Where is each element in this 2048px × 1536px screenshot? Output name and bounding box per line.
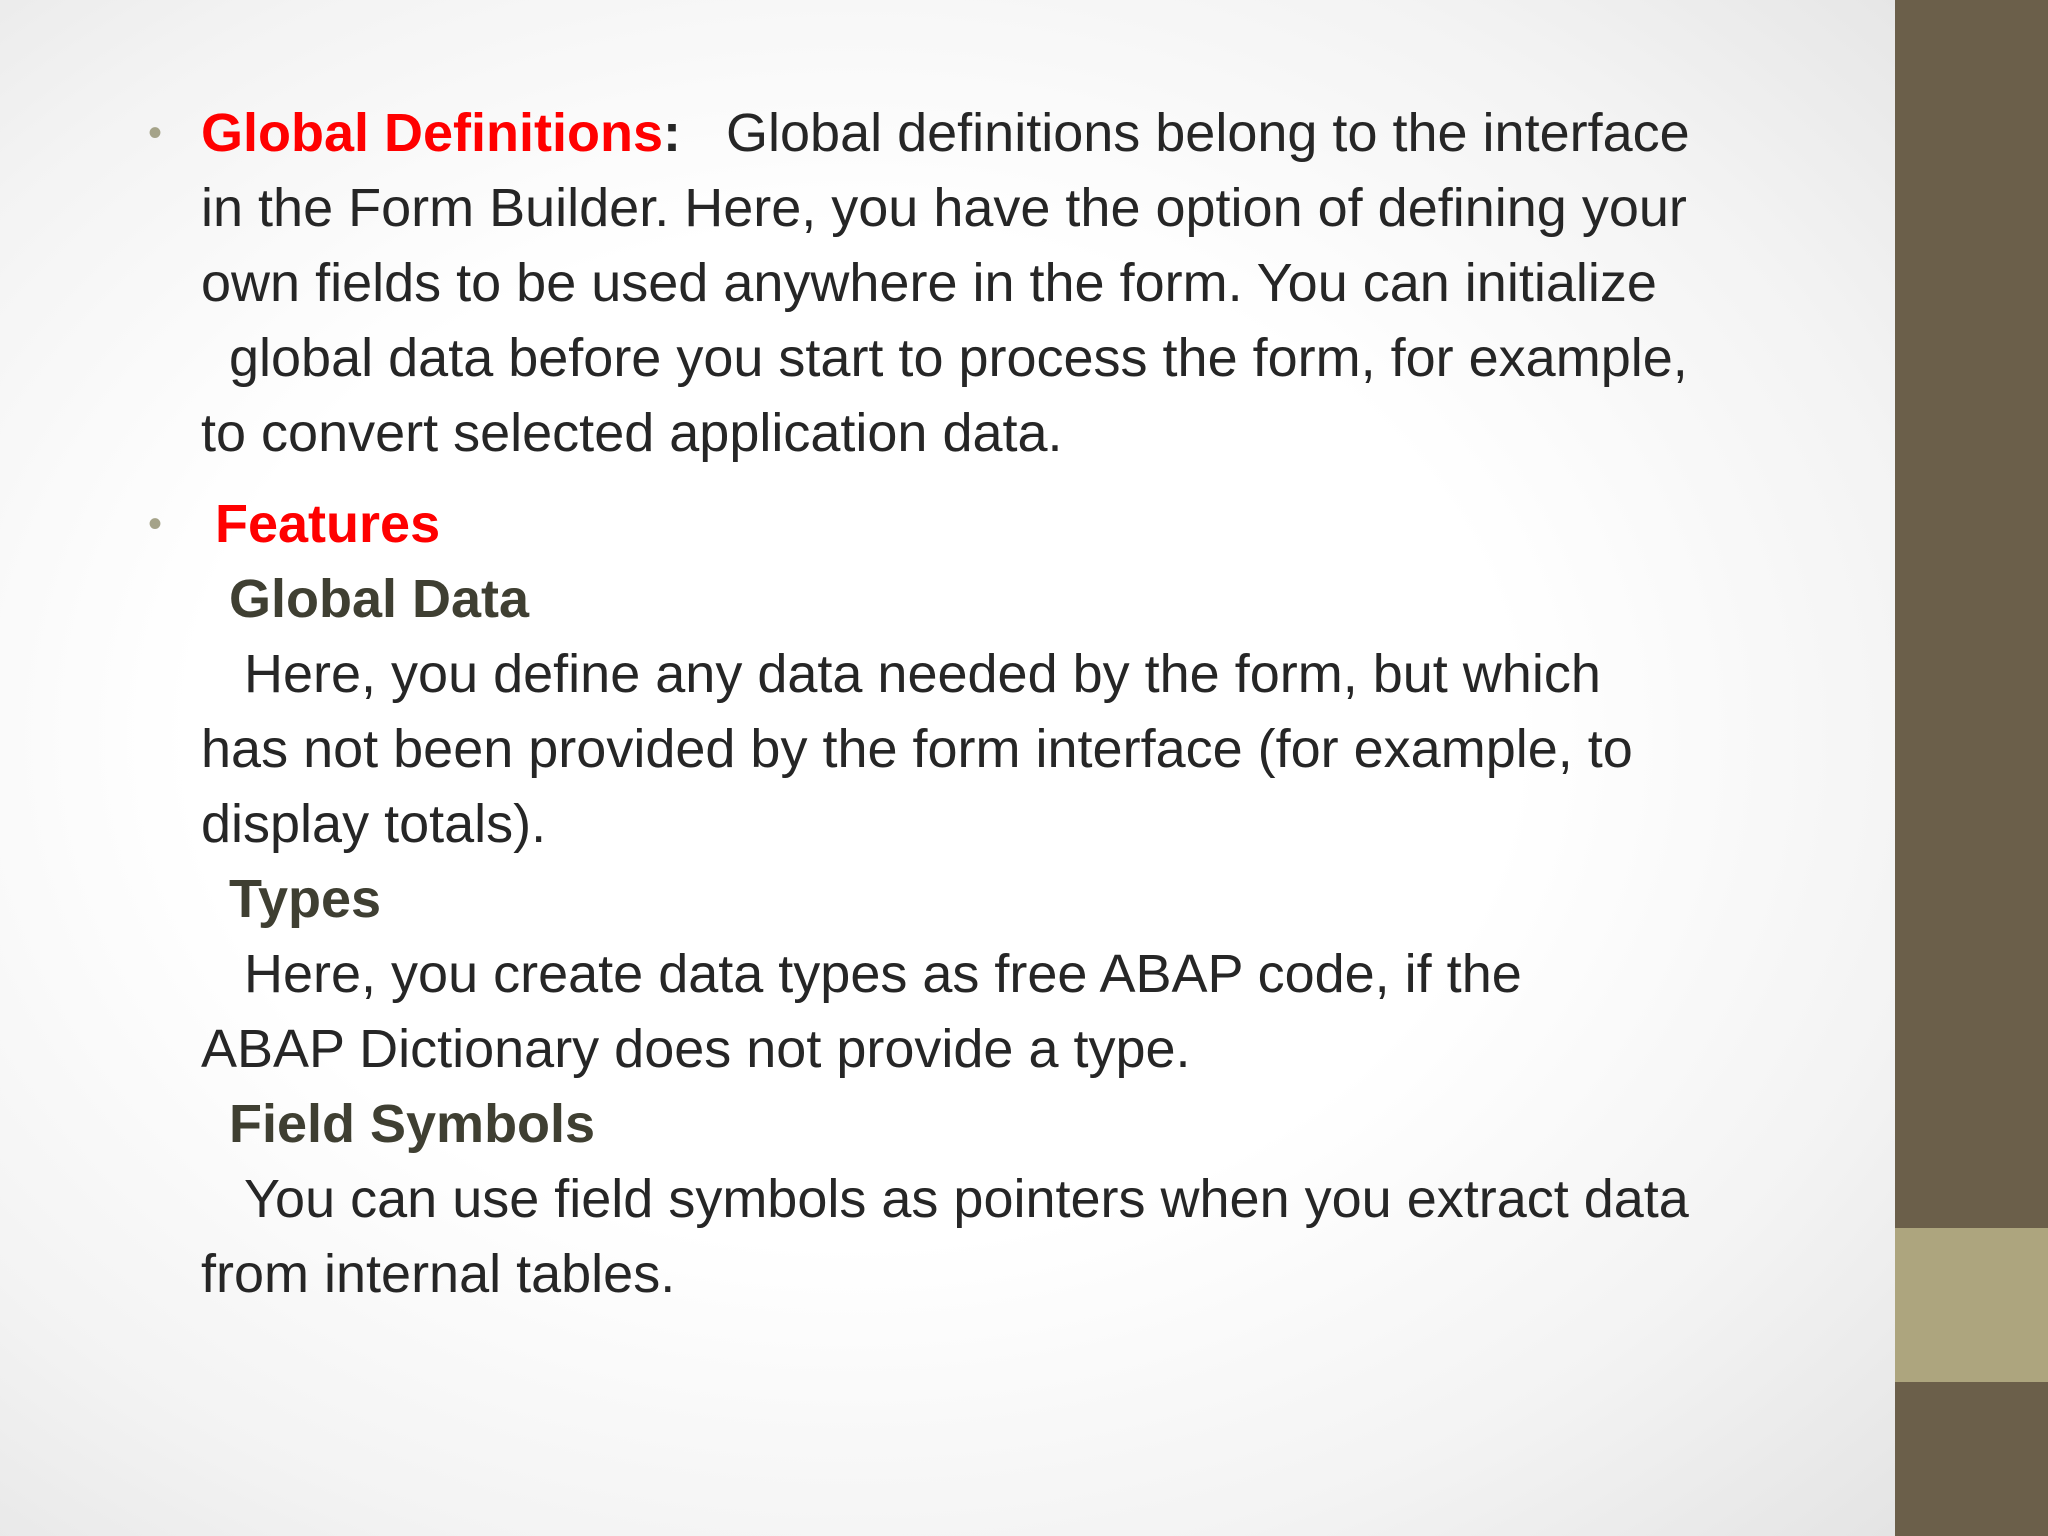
bullet-dot-icon: • — [148, 111, 163, 155]
term-colon: : — [663, 103, 681, 163]
slide-body — [148, 96, 1848, 1312]
bullet-global-definitions — [148, 96, 1848, 471]
sidebar-segment-light — [1895, 1228, 2048, 1382]
heading-field-symbols: Field Symbols — [229, 1094, 596, 1154]
text-line: in the Form Builder. Here, you have the option of defining your — [201, 178, 1687, 238]
heading-global-data: Global Data — [229, 569, 530, 629]
text-line: You can use field symbols as pointers when you extract data — [244, 1169, 1689, 1229]
term-global-definitions: Global Definitions — [201, 103, 664, 163]
features-title: Features — [215, 494, 441, 554]
sidebar-segment-dark — [1895, 0, 2048, 1228]
text-line: Here, you create data types as free ABAP code, if the — [244, 944, 1522, 1004]
text-line: global data before you start to process the form, for example, — [229, 328, 1688, 388]
text-line: ABAP Dictionary does not provide a type. — [201, 1019, 1191, 1079]
text-line: to convert selected application data. — [201, 403, 1063, 463]
bullet-dot-icon: • — [148, 502, 163, 546]
text-line: has not been provided by the form interface (for example, to — [201, 719, 1633, 779]
text-line — [201, 96, 1848, 171]
text-line: Here, you define any data needed by the form, but which — [244, 644, 1601, 704]
decorative-sidebar — [1895, 0, 2048, 1536]
text-line: display totals). — [201, 794, 547, 854]
heading-types: Types — [229, 869, 382, 929]
sidebar-segment-dark — [1895, 1382, 2048, 1536]
text-line: from internal tables. — [201, 1244, 676, 1304]
text-line: own fields to be used anywhere in the form. You can initialize — [201, 253, 1657, 313]
text-line-part: Global definitions belong to the interface — [726, 103, 1690, 163]
bullet-features — [148, 487, 1848, 1312]
